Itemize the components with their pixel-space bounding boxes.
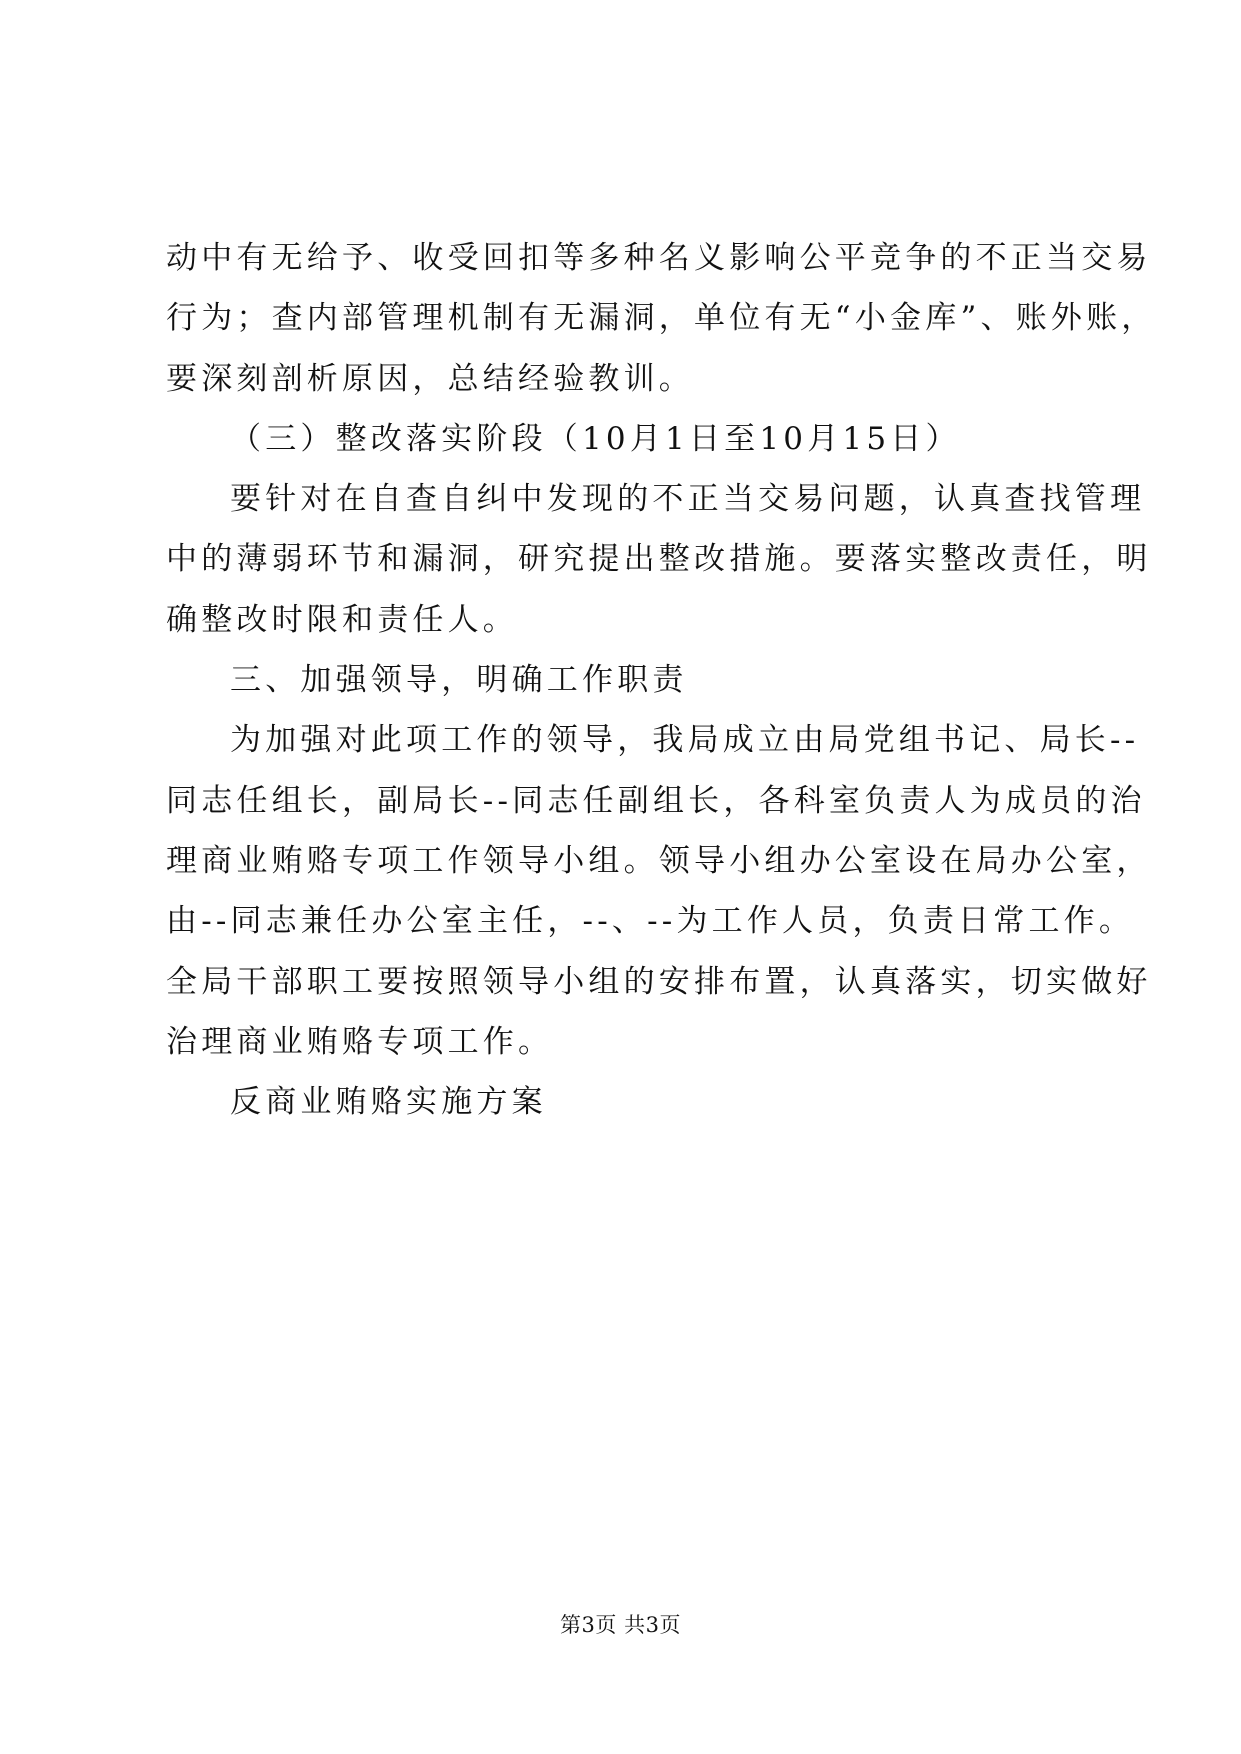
body-line: 治理商业贿赂专项工作。: [166, 1023, 554, 1060]
body-line: 中的薄弱环节和漏洞，研究提出整改措施。要落实整改责任，明: [166, 541, 1152, 578]
body-line: 理商业贿赂专项工作领导小组。领导小组办公室设在局办公室，: [166, 842, 1152, 879]
body-line: 同志任组长，副局长--同志任副组长，各科室负责人为成员的治: [166, 782, 1146, 819]
body-line: 动中有无给予、收受回扣等多种名义影响公平竞争的不正当交易: [166, 240, 1152, 276]
page-number-footer: 第3页 共3页: [560, 1613, 681, 1637]
section-heading: 三、加强领导，明确工作职责: [230, 662, 688, 699]
body-line: 为加强对此项工作的领导，我局成立由局党组书记、局长--: [230, 722, 1140, 759]
body-line: 要深刻剖析原因，总结经验教训。: [166, 360, 694, 397]
body-line: 确整改时限和责任人。: [166, 601, 518, 638]
body-line: 行为；查内部管理机制有无漏洞，单位有无“小金库”、账外账，: [166, 300, 1157, 337]
document-title-line: 反商业贿赂实施方案: [230, 1084, 547, 1121]
document-body: [166, 228, 1157, 1132]
body-line: 要针对在自查自纠中发现的不正当交易问题，认真查找管理: [230, 481, 1146, 518]
body-line: 由--同志兼任办公室主任，--、--为工作人员，负责日常工作。: [166, 903, 1135, 940]
body-line: 全局干部职工要按照领导小组的安排布置，认真落实，切实做好: [166, 963, 1152, 1000]
section-subheading: （三）整改落实阶段（10月1日至10月15日）: [230, 420, 961, 457]
